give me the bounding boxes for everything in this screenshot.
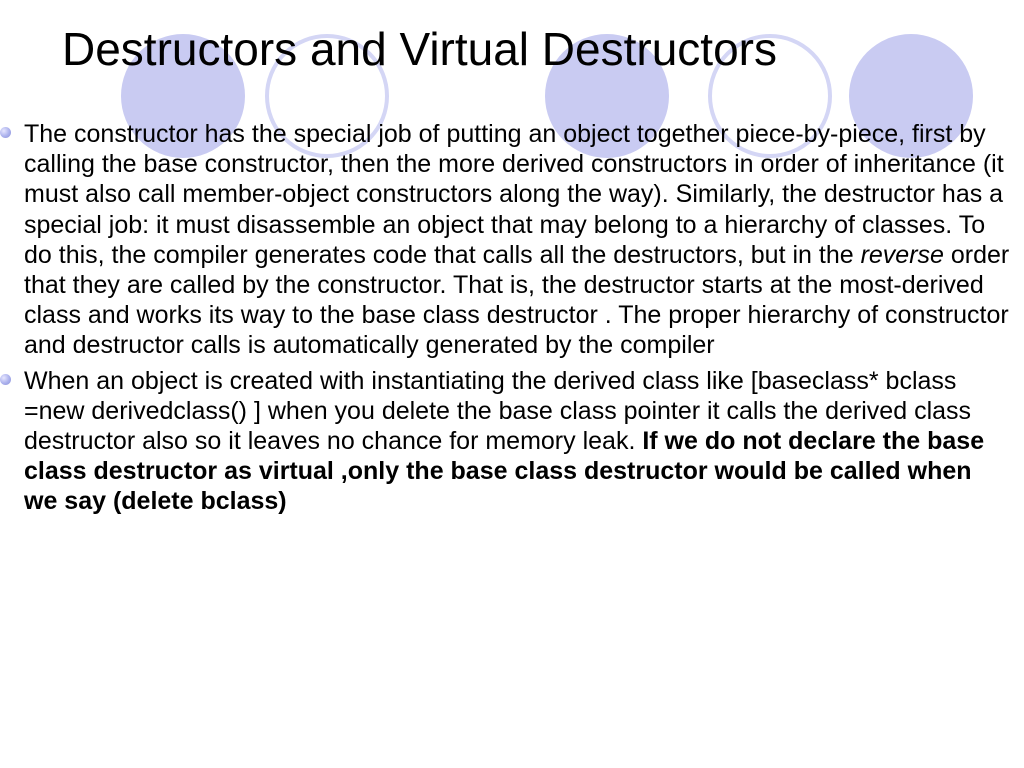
bullet-text: When an object is created with instantiating the derived class like [baseclass* bclass =new derivedclass() ] when you delete the base class pointer it calls the derived class destructor also so it leaves no chance for memory leak. xyxy=(24,366,972,456)
emphasis-text: reverse xyxy=(860,240,944,269)
bullet-item xyxy=(0,119,1010,361)
bullet-text: order that they are called by the constructor. That is, the destructor starts at the most-derived class and works its way to the base class destructor . The proper hierarchy of constructor and destructor calls is automatically generated by the compiler xyxy=(24,240,1010,360)
bullet-icon xyxy=(0,374,11,385)
bullet-list xyxy=(0,119,1010,522)
bold-text: If we do not declare the base class destructor as virtual ,only the base class destructor would be called when we say (delete bclass) xyxy=(24,427,985,516)
bullet-icon xyxy=(0,127,11,138)
bullet-text: The constructor has the special job of putting an object together piece-by-piece, first by calling the base constructor, then the more derived constructors in order of inheritance (it must also call member-object constructors along the way). Similarly, the destructor has a special job: it must disassemble an object that may belong to a hierarchy of classes. To do this, the compiler generates code that calls all the destructors, but in the xyxy=(24,120,1004,269)
slide-title: Destructors and Virtual Destructors xyxy=(62,23,777,75)
bullet-item xyxy=(0,366,1010,517)
